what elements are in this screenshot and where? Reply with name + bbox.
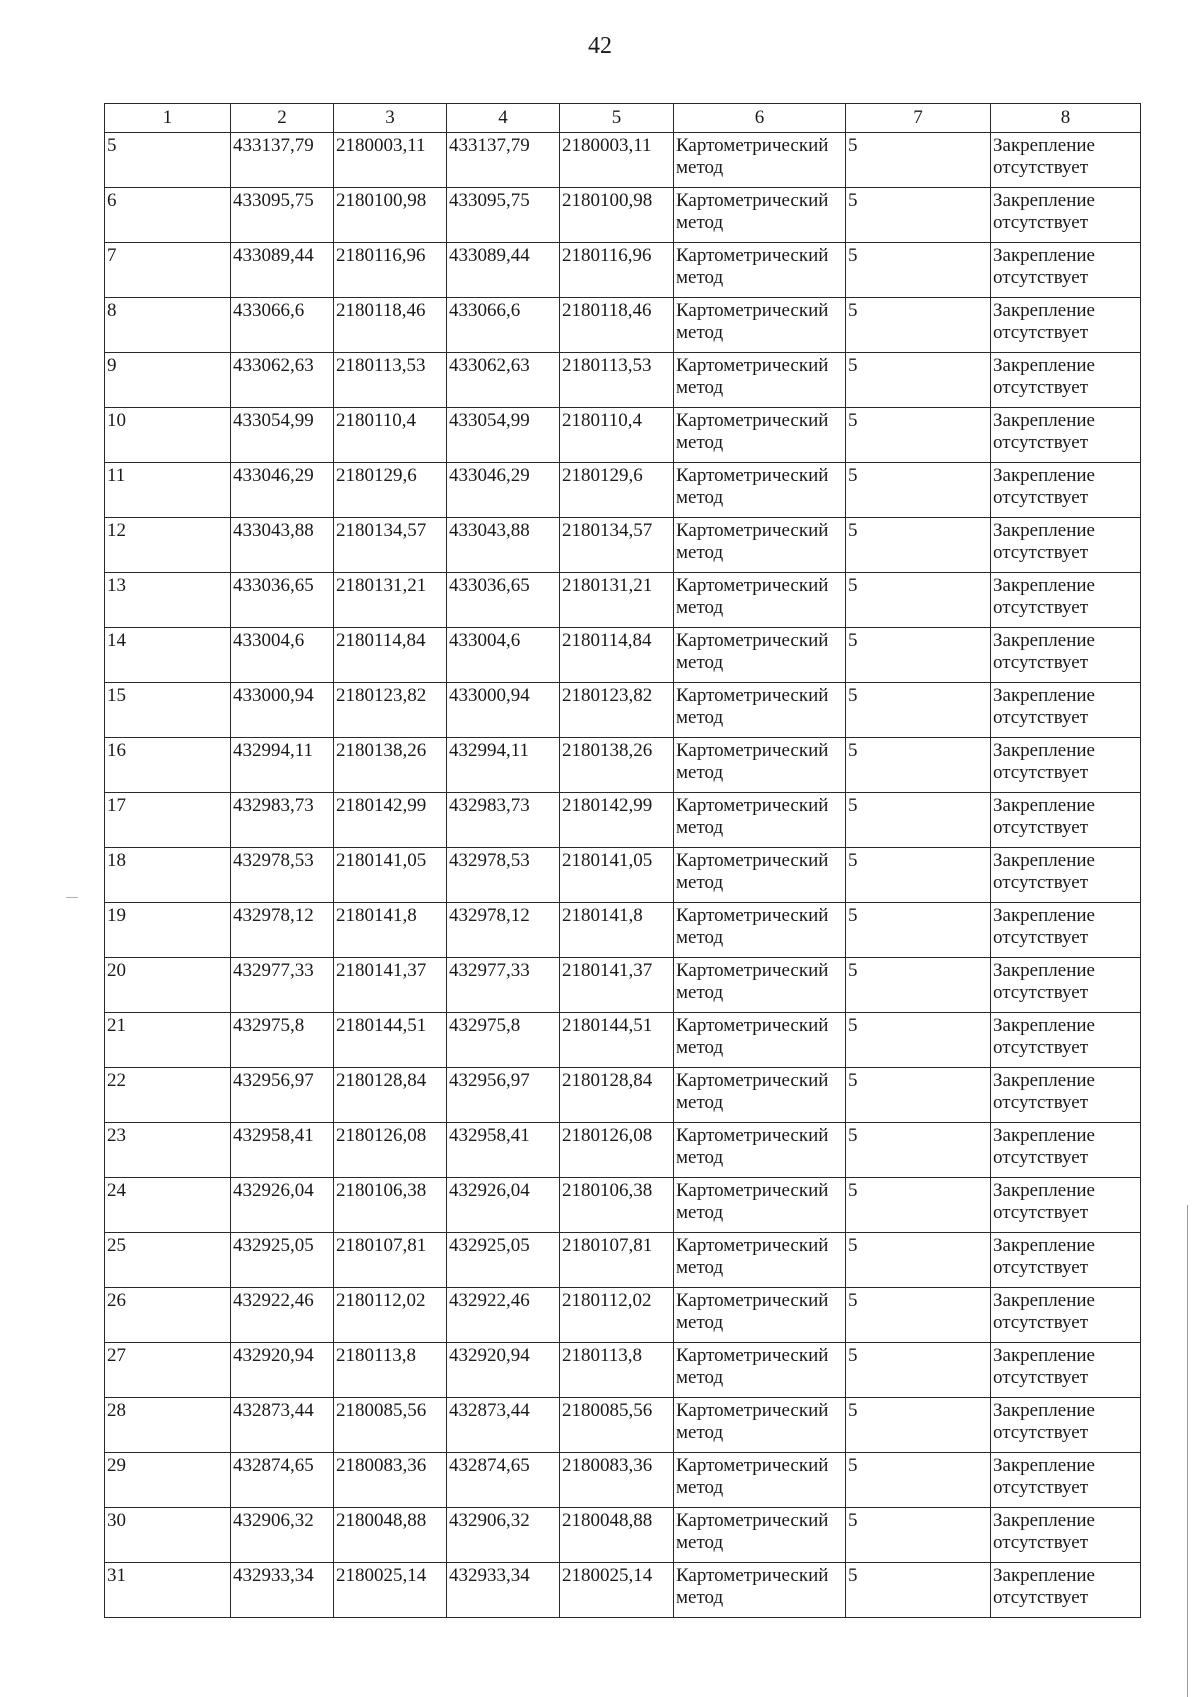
x-coordinate-cell: 432933,34	[231, 1563, 334, 1618]
accuracy-cell: 5	[846, 133, 991, 188]
fixing-cell: Закрепление отсутствует	[991, 1398, 1141, 1453]
accuracy-cell: 5	[846, 903, 991, 958]
y-coordinate-cell: 2180110,4	[560, 408, 674, 463]
method-cell: Картометрический метод	[674, 1398, 846, 1453]
table-header-row	[105, 104, 1141, 133]
x-coordinate-cell: 432925,05	[447, 1233, 560, 1288]
table-row	[105, 683, 1141, 738]
x-coordinate-cell: 432906,32	[231, 1508, 334, 1563]
table-row	[105, 958, 1141, 1013]
fixing-cell: Закрепление отсутствует	[991, 1563, 1141, 1618]
y-coordinate-cell: 2180113,53	[334, 353, 447, 408]
point-number-cell: 5	[105, 133, 231, 188]
table-row	[105, 1288, 1141, 1343]
page-number: 42	[588, 33, 612, 59]
point-number-cell: 7	[105, 243, 231, 298]
x-coordinate-cell: 433089,44	[447, 243, 560, 298]
y-coordinate-cell: 2180141,8	[560, 903, 674, 958]
x-coordinate-cell: 432978,53	[231, 848, 334, 903]
table-row	[105, 1398, 1141, 1453]
y-coordinate-cell: 2180048,88	[560, 1508, 674, 1563]
method-cell: Картометрический метод	[674, 738, 846, 793]
fixing-cell: Закрепление отсутствует	[991, 1013, 1141, 1068]
accuracy-cell: 5	[846, 793, 991, 848]
accuracy-cell: 5	[846, 1178, 991, 1233]
y-coordinate-cell: 2180141,37	[334, 958, 447, 1013]
method-cell: Картометрический метод	[674, 903, 846, 958]
accuracy-cell: 5	[846, 408, 991, 463]
fixing-cell: Закрепление отсутствует	[991, 1178, 1141, 1233]
table-row	[105, 573, 1141, 628]
table-row	[105, 1508, 1141, 1563]
x-coordinate-cell: 432926,04	[447, 1178, 560, 1233]
point-number-cell: 30	[105, 1508, 231, 1563]
method-cell: Картометрический метод	[674, 243, 846, 298]
y-coordinate-cell: 2180113,8	[334, 1343, 447, 1398]
x-coordinate-cell: 432983,73	[231, 793, 334, 848]
x-coordinate-cell: 432873,44	[231, 1398, 334, 1453]
y-coordinate-cell: 2180116,96	[334, 243, 447, 298]
accuracy-cell: 5	[846, 1398, 991, 1453]
x-coordinate-cell: 432920,94	[447, 1343, 560, 1398]
accuracy-cell: 5	[846, 518, 991, 573]
fixing-cell: Закрепление отсутствует	[991, 1123, 1141, 1178]
table-body	[105, 133, 1141, 1618]
accuracy-cell: 5	[846, 738, 991, 793]
point-number-cell: 14	[105, 628, 231, 683]
column-header: 3	[334, 104, 447, 133]
point-number-cell: 15	[105, 683, 231, 738]
method-cell: Картометрический метод	[674, 1068, 846, 1123]
y-coordinate-cell: 2180118,46	[560, 298, 674, 353]
y-coordinate-cell: 2180114,84	[560, 628, 674, 683]
y-coordinate-cell: 2180138,26	[334, 738, 447, 793]
fixing-cell: Закрепление отсутствует	[991, 1288, 1141, 1343]
x-coordinate-cell: 432906,32	[447, 1508, 560, 1563]
y-coordinate-cell: 2180116,96	[560, 243, 674, 298]
table-row	[105, 518, 1141, 573]
y-coordinate-cell: 2180107,81	[334, 1233, 447, 1288]
x-coordinate-cell: 432933,34	[447, 1563, 560, 1618]
column-header: 1	[105, 104, 231, 133]
scan-margin-mark	[66, 897, 78, 898]
y-coordinate-cell: 2180134,57	[560, 518, 674, 573]
method-cell: Картометрический метод	[674, 958, 846, 1013]
fixing-cell: Закрепление отсутствует	[991, 243, 1141, 298]
x-coordinate-cell: 433095,75	[447, 188, 560, 243]
method-cell: Картометрический метод	[674, 463, 846, 518]
x-coordinate-cell: 432922,46	[447, 1288, 560, 1343]
column-header: 2	[231, 104, 334, 133]
x-coordinate-cell: 432958,41	[447, 1123, 560, 1178]
x-coordinate-cell: 433000,94	[447, 683, 560, 738]
fixing-cell: Закрепление отсутствует	[991, 408, 1141, 463]
y-coordinate-cell: 2180141,05	[334, 848, 447, 903]
y-coordinate-cell: 2180138,26	[560, 738, 674, 793]
y-coordinate-cell: 2180144,51	[334, 1013, 447, 1068]
fixing-cell: Закрепление отсутствует	[991, 738, 1141, 793]
column-header: 4	[447, 104, 560, 133]
y-coordinate-cell: 2180129,6	[334, 463, 447, 518]
accuracy-cell: 5	[846, 1288, 991, 1343]
fixing-cell: Закрепление отсутствует	[991, 1508, 1141, 1563]
method-cell: Картометрический метод	[674, 1343, 846, 1398]
point-number-cell: 6	[105, 188, 231, 243]
point-number-cell: 18	[105, 848, 231, 903]
fixing-cell: Закрепление отсутствует	[991, 1068, 1141, 1123]
x-coordinate-cell: 432926,04	[231, 1178, 334, 1233]
table-row	[105, 463, 1141, 518]
accuracy-cell: 5	[846, 243, 991, 298]
accuracy-cell: 5	[846, 188, 991, 243]
table-row	[105, 298, 1141, 353]
x-coordinate-cell: 432975,8	[447, 1013, 560, 1068]
method-cell: Картометрический метод	[674, 518, 846, 573]
method-cell: Картометрический метод	[674, 1288, 846, 1343]
x-coordinate-cell: 433036,65	[447, 573, 560, 628]
y-coordinate-cell: 2180112,02	[560, 1288, 674, 1343]
x-coordinate-cell: 432994,11	[231, 738, 334, 793]
method-cell: Картометрический метод	[674, 1508, 846, 1563]
point-number-cell: 27	[105, 1343, 231, 1398]
y-coordinate-cell: 2180123,82	[334, 683, 447, 738]
method-cell: Картометрический метод	[674, 353, 846, 408]
y-coordinate-cell: 2180083,36	[334, 1453, 447, 1508]
x-coordinate-cell: 433004,6	[447, 628, 560, 683]
y-coordinate-cell: 2180129,6	[560, 463, 674, 518]
y-coordinate-cell: 2180141,8	[334, 903, 447, 958]
y-coordinate-cell: 2180134,57	[334, 518, 447, 573]
y-coordinate-cell: 2180083,36	[560, 1453, 674, 1508]
y-coordinate-cell: 2180126,08	[334, 1123, 447, 1178]
accuracy-cell: 5	[846, 298, 991, 353]
point-number-cell: 9	[105, 353, 231, 408]
column-header: 7	[846, 104, 991, 133]
fixing-cell: Закрепление отсутствует	[991, 628, 1141, 683]
y-coordinate-cell: 2180113,8	[560, 1343, 674, 1398]
table-row	[105, 1068, 1141, 1123]
fixing-cell: Закрепление отсутствует	[991, 353, 1141, 408]
y-coordinate-cell: 2180131,21	[560, 573, 674, 628]
point-number-cell: 8	[105, 298, 231, 353]
accuracy-cell: 5	[846, 1068, 991, 1123]
point-number-cell: 21	[105, 1013, 231, 1068]
method-cell: Картометрический метод	[674, 1453, 846, 1508]
x-coordinate-cell: 432978,12	[447, 903, 560, 958]
x-coordinate-cell: 433046,29	[447, 463, 560, 518]
method-cell: Картометрический метод	[674, 628, 846, 683]
y-coordinate-cell: 2180085,56	[334, 1398, 447, 1453]
x-coordinate-cell: 433137,79	[447, 133, 560, 188]
x-coordinate-cell: 433054,99	[447, 408, 560, 463]
accuracy-cell: 5	[846, 958, 991, 1013]
method-cell: Картометрический метод	[674, 1178, 846, 1233]
table-row	[105, 848, 1141, 903]
x-coordinate-cell: 432983,73	[447, 793, 560, 848]
y-coordinate-cell: 2180141,05	[560, 848, 674, 903]
method-cell: Картометрический метод	[674, 793, 846, 848]
y-coordinate-cell: 2180106,38	[334, 1178, 447, 1233]
method-cell: Картометрический метод	[674, 848, 846, 903]
point-number-cell: 28	[105, 1398, 231, 1453]
y-coordinate-cell: 2180123,82	[560, 683, 674, 738]
x-coordinate-cell: 433066,6	[447, 298, 560, 353]
y-coordinate-cell: 2180100,98	[560, 188, 674, 243]
table-row	[105, 903, 1141, 958]
point-number-cell: 31	[105, 1563, 231, 1618]
table-row	[105, 243, 1141, 298]
point-number-cell: 11	[105, 463, 231, 518]
fixing-cell: Закрепление отсутствует	[991, 518, 1141, 573]
table-row	[105, 408, 1141, 463]
y-coordinate-cell: 2180106,38	[560, 1178, 674, 1233]
column-header: 6	[674, 104, 846, 133]
x-coordinate-cell: 432956,97	[231, 1068, 334, 1123]
method-cell: Картометрический метод	[674, 188, 846, 243]
column-header: 5	[560, 104, 674, 133]
fixing-cell: Закрепление отсутствует	[991, 683, 1141, 738]
y-coordinate-cell: 2180118,46	[334, 298, 447, 353]
x-coordinate-cell: 432873,44	[447, 1398, 560, 1453]
y-coordinate-cell: 2180142,99	[560, 793, 674, 848]
method-cell: Картометрический метод	[674, 298, 846, 353]
fixing-cell: Закрепление отсутствует	[991, 463, 1141, 518]
x-coordinate-cell: 433054,99	[231, 408, 334, 463]
x-coordinate-cell: 433089,44	[231, 243, 334, 298]
accuracy-cell: 5	[846, 628, 991, 683]
table-row	[105, 1563, 1141, 1618]
table-row	[105, 1178, 1141, 1233]
point-number-cell: 29	[105, 1453, 231, 1508]
y-coordinate-cell: 2180128,84	[334, 1068, 447, 1123]
x-coordinate-cell: 433004,6	[231, 628, 334, 683]
fixing-cell: Закрепление отсутствует	[991, 958, 1141, 1013]
accuracy-cell: 5	[846, 1453, 991, 1508]
x-coordinate-cell: 433000,94	[231, 683, 334, 738]
x-coordinate-cell: 433043,88	[447, 518, 560, 573]
x-coordinate-cell: 433036,65	[231, 573, 334, 628]
point-number-cell: 20	[105, 958, 231, 1013]
coordinates-table	[104, 103, 1141, 1618]
point-number-cell: 12	[105, 518, 231, 573]
accuracy-cell: 5	[846, 573, 991, 628]
x-coordinate-cell: 433095,75	[231, 188, 334, 243]
point-number-cell: 10	[105, 408, 231, 463]
y-coordinate-cell: 2180126,08	[560, 1123, 674, 1178]
fixing-cell: Закрепление отсутствует	[991, 848, 1141, 903]
fixing-cell: Закрепление отсутствует	[991, 1233, 1141, 1288]
point-number-cell: 25	[105, 1233, 231, 1288]
point-number-cell: 13	[105, 573, 231, 628]
x-coordinate-cell: 432925,05	[231, 1233, 334, 1288]
fixing-cell: Закрепление отсутствует	[991, 133, 1141, 188]
point-number-cell: 17	[105, 793, 231, 848]
fixing-cell: Закрепление отсутствует	[991, 1343, 1141, 1398]
fixing-cell: Закрепление отсутствует	[991, 793, 1141, 848]
point-number-cell: 23	[105, 1123, 231, 1178]
x-coordinate-cell: 433062,63	[231, 353, 334, 408]
x-coordinate-cell: 433043,88	[231, 518, 334, 573]
table-row	[105, 1123, 1141, 1178]
y-coordinate-cell: 2180025,14	[560, 1563, 674, 1618]
table-row	[105, 188, 1141, 243]
method-cell: Картометрический метод	[674, 1563, 846, 1618]
table-row	[105, 738, 1141, 793]
y-coordinate-cell: 2180048,88	[334, 1508, 447, 1563]
y-coordinate-cell: 2180003,11	[334, 133, 447, 188]
table-row	[105, 353, 1141, 408]
accuracy-cell: 5	[846, 1123, 991, 1178]
table-row	[105, 1453, 1141, 1508]
point-number-cell: 16	[105, 738, 231, 793]
fixing-cell: Закрепление отсутствует	[991, 188, 1141, 243]
table-row	[105, 628, 1141, 683]
accuracy-cell: 5	[846, 353, 991, 408]
point-number-cell: 26	[105, 1288, 231, 1343]
method-cell: Картометрический метод	[674, 1123, 846, 1178]
fixing-cell: Закрепление отсутствует	[991, 903, 1141, 958]
y-coordinate-cell: 2180144,51	[560, 1013, 674, 1068]
accuracy-cell: 5	[846, 463, 991, 518]
x-coordinate-cell: 433046,29	[231, 463, 334, 518]
accuracy-cell: 5	[846, 1013, 991, 1068]
method-cell: Картометрический метод	[674, 408, 846, 463]
method-cell: Картометрический метод	[674, 573, 846, 628]
method-cell: Картометрический метод	[674, 1233, 846, 1288]
x-coordinate-cell: 432994,11	[447, 738, 560, 793]
x-coordinate-cell: 432958,41	[231, 1123, 334, 1178]
accuracy-cell: 5	[846, 1563, 991, 1618]
table-row	[105, 793, 1141, 848]
y-coordinate-cell: 2180003,11	[560, 133, 674, 188]
x-coordinate-cell: 432874,65	[231, 1453, 334, 1508]
scan-edge-line	[1187, 1205, 1188, 1697]
fixing-cell: Закрепление отсутствует	[991, 298, 1141, 353]
y-coordinate-cell: 2180110,4	[334, 408, 447, 463]
y-coordinate-cell: 2180113,53	[560, 353, 674, 408]
x-coordinate-cell: 432978,12	[231, 903, 334, 958]
y-coordinate-cell: 2180128,84	[560, 1068, 674, 1123]
x-coordinate-cell: 433062,63	[447, 353, 560, 408]
accuracy-cell: 5	[846, 848, 991, 903]
x-coordinate-cell: 432977,33	[231, 958, 334, 1013]
method-cell: Картометрический метод	[674, 1013, 846, 1068]
table-row	[105, 1233, 1141, 1288]
accuracy-cell: 5	[846, 1233, 991, 1288]
y-coordinate-cell: 2180025,14	[334, 1563, 447, 1618]
point-number-cell: 24	[105, 1178, 231, 1233]
fixing-cell: Закрепление отсутствует	[991, 573, 1141, 628]
x-coordinate-cell: 433066,6	[231, 298, 334, 353]
point-number-cell: 19	[105, 903, 231, 958]
method-cell: Картометрический метод	[674, 133, 846, 188]
x-coordinate-cell: 432874,65	[447, 1453, 560, 1508]
method-cell: Картометрический метод	[674, 683, 846, 738]
x-coordinate-cell: 432978,53	[447, 848, 560, 903]
accuracy-cell: 5	[846, 683, 991, 738]
x-coordinate-cell: 432975,8	[231, 1013, 334, 1068]
y-coordinate-cell: 2180142,99	[334, 793, 447, 848]
y-coordinate-cell: 2180107,81	[560, 1233, 674, 1288]
y-coordinate-cell: 2180112,02	[334, 1288, 447, 1343]
x-coordinate-cell: 432977,33	[447, 958, 560, 1013]
fixing-cell: Закрепление отсутствует	[991, 1453, 1141, 1508]
x-coordinate-cell: 432922,46	[231, 1288, 334, 1343]
y-coordinate-cell: 2180100,98	[334, 188, 447, 243]
accuracy-cell: 5	[846, 1508, 991, 1563]
accuracy-cell: 5	[846, 1343, 991, 1398]
y-coordinate-cell: 2180114,84	[334, 628, 447, 683]
table-row	[105, 1013, 1141, 1068]
point-number-cell: 22	[105, 1068, 231, 1123]
x-coordinate-cell: 432920,94	[231, 1343, 334, 1398]
y-coordinate-cell: 2180141,37	[560, 958, 674, 1013]
column-header: 8	[991, 104, 1141, 133]
x-coordinate-cell: 433137,79	[231, 133, 334, 188]
y-coordinate-cell: 2180131,21	[334, 573, 447, 628]
y-coordinate-cell: 2180085,56	[560, 1398, 674, 1453]
x-coordinate-cell: 432956,97	[447, 1068, 560, 1123]
table-row	[105, 133, 1141, 188]
table-row	[105, 1343, 1141, 1398]
